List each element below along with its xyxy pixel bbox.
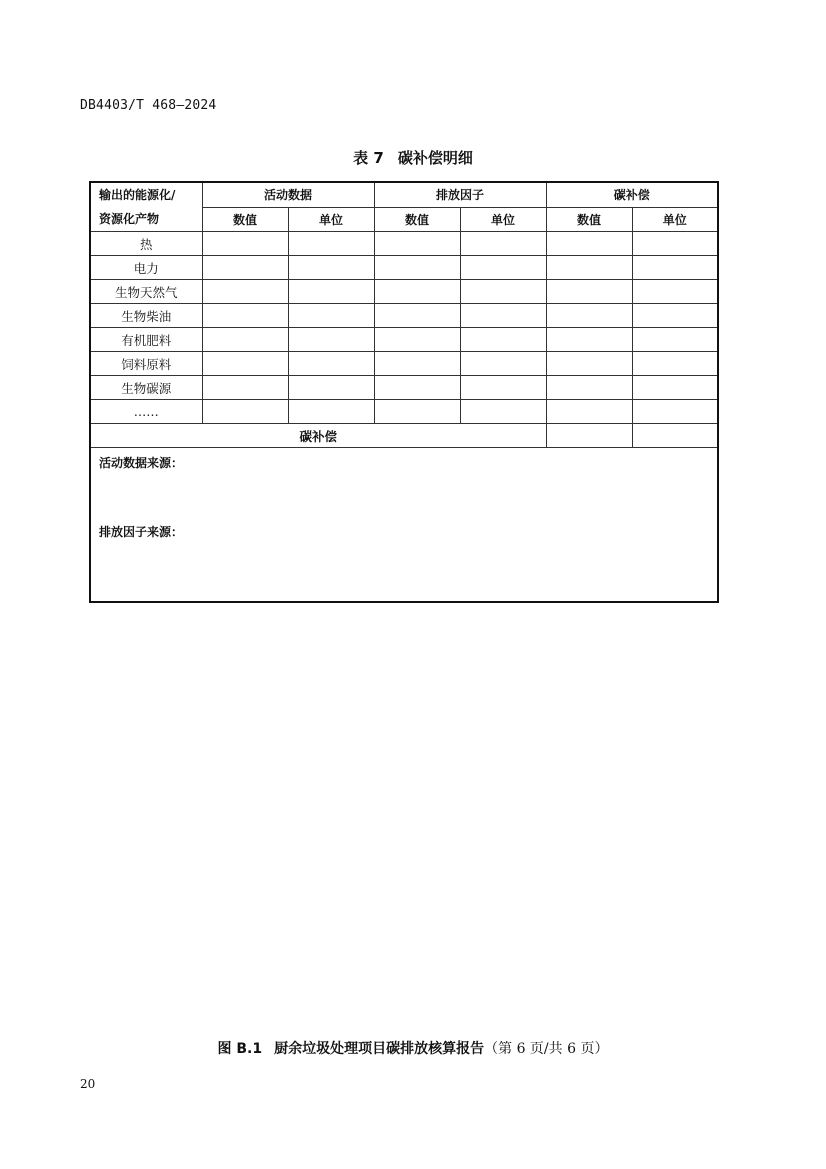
notes-row xyxy=(90,448,718,603)
document-code: DB4403/T 468—2024 xyxy=(80,98,217,113)
group-header-factor: 排放因子 xyxy=(374,182,546,207)
table-row xyxy=(90,328,718,352)
table-row xyxy=(90,256,718,280)
table-cell xyxy=(374,304,460,328)
table-cell xyxy=(460,232,546,256)
table-cell xyxy=(288,328,374,352)
table-cell xyxy=(546,352,632,376)
row-label: 生物柴油 xyxy=(90,304,202,328)
table-cell xyxy=(202,328,288,352)
row-label: 饲料原料 xyxy=(90,352,202,376)
table-cell xyxy=(460,352,546,376)
table-cell xyxy=(460,376,546,400)
product-column-header xyxy=(90,182,202,232)
table-cell xyxy=(632,328,718,352)
table-cell xyxy=(288,376,374,400)
table-cell xyxy=(202,352,288,376)
table-cell xyxy=(632,304,718,328)
table-cell xyxy=(374,256,460,280)
table-cell xyxy=(374,232,460,256)
table-row xyxy=(90,400,718,424)
table-cell xyxy=(632,280,718,304)
figure-title: 厨余垃圾处理项目碳排放核算报告 xyxy=(274,1041,485,1057)
table-cell xyxy=(288,400,374,424)
row-label: 生物碳源 xyxy=(90,376,202,400)
table-cell xyxy=(546,280,632,304)
table-cell xyxy=(202,304,288,328)
table-cell xyxy=(202,232,288,256)
table-row xyxy=(90,376,718,400)
table-cell xyxy=(632,424,718,448)
table-row xyxy=(90,232,718,256)
group-header-offset: 碳补偿 xyxy=(546,182,718,207)
table-cell xyxy=(288,256,374,280)
row-label: 电力 xyxy=(90,256,202,280)
activity-data-source-label: 活动数据来源： xyxy=(99,456,184,470)
table-cell xyxy=(460,328,546,352)
table-cell xyxy=(202,256,288,280)
figure-label: 图 B.1 xyxy=(217,1041,263,1057)
emission-factor-source-label: 排放因子来源： xyxy=(99,525,184,539)
table-cell xyxy=(546,232,632,256)
total-row xyxy=(90,424,718,448)
figure-caption xyxy=(0,1038,826,1058)
table-cell xyxy=(546,400,632,424)
table-cell xyxy=(546,424,632,448)
table-cell xyxy=(632,256,718,280)
row-label: 有机肥料 xyxy=(90,328,202,352)
header-row-1 xyxy=(90,182,718,207)
table-cell xyxy=(460,256,546,280)
product-header-line-1: 输出的能源化/ xyxy=(99,188,176,202)
table-cell xyxy=(632,232,718,256)
row-label: 热 xyxy=(90,232,202,256)
table-cell xyxy=(288,280,374,304)
table-cell xyxy=(460,280,546,304)
table-cell xyxy=(374,400,460,424)
table-cell xyxy=(374,328,460,352)
total-label: 碳补偿 xyxy=(90,424,546,448)
table-row xyxy=(90,304,718,328)
table-row xyxy=(90,352,718,376)
table-title-text: 碳补偿明细 xyxy=(397,149,473,167)
carbon-offset-table xyxy=(89,181,719,603)
subheader-unit: 单位 xyxy=(460,207,546,232)
product-header-line-2: 资源化产物 xyxy=(99,212,160,226)
subheader-value: 数值 xyxy=(202,207,288,232)
table-cell xyxy=(374,280,460,304)
group-header-activity: 活动数据 xyxy=(202,182,374,207)
table-cell xyxy=(546,304,632,328)
table-cell xyxy=(202,280,288,304)
table-cell xyxy=(202,400,288,424)
row-label: 生物天然气 xyxy=(90,280,202,304)
subheader-value: 数值 xyxy=(374,207,460,232)
notes-cell xyxy=(90,448,718,603)
table-cell xyxy=(288,232,374,256)
subheader-unit: 单位 xyxy=(632,207,718,232)
subheader-value: 数值 xyxy=(546,207,632,232)
table-number: 表 7 xyxy=(353,149,384,167)
table-cell xyxy=(632,376,718,400)
table-cell xyxy=(546,328,632,352)
table-cell xyxy=(288,304,374,328)
table-cell xyxy=(202,376,288,400)
figure-page-info: （第 6 页/共 6 页） xyxy=(484,1041,609,1057)
table-title xyxy=(0,147,826,168)
table-cell xyxy=(288,352,374,376)
table-row xyxy=(90,280,718,304)
table-cell xyxy=(546,376,632,400)
table-cell xyxy=(632,400,718,424)
table-cell xyxy=(632,352,718,376)
table-cell xyxy=(374,376,460,400)
table-cell xyxy=(546,256,632,280)
table-cell xyxy=(460,400,546,424)
table-cell xyxy=(374,352,460,376)
table-cell xyxy=(460,304,546,328)
row-label: …… xyxy=(90,400,202,424)
subheader-unit: 单位 xyxy=(288,207,374,232)
page-number: 20 xyxy=(80,1077,96,1091)
